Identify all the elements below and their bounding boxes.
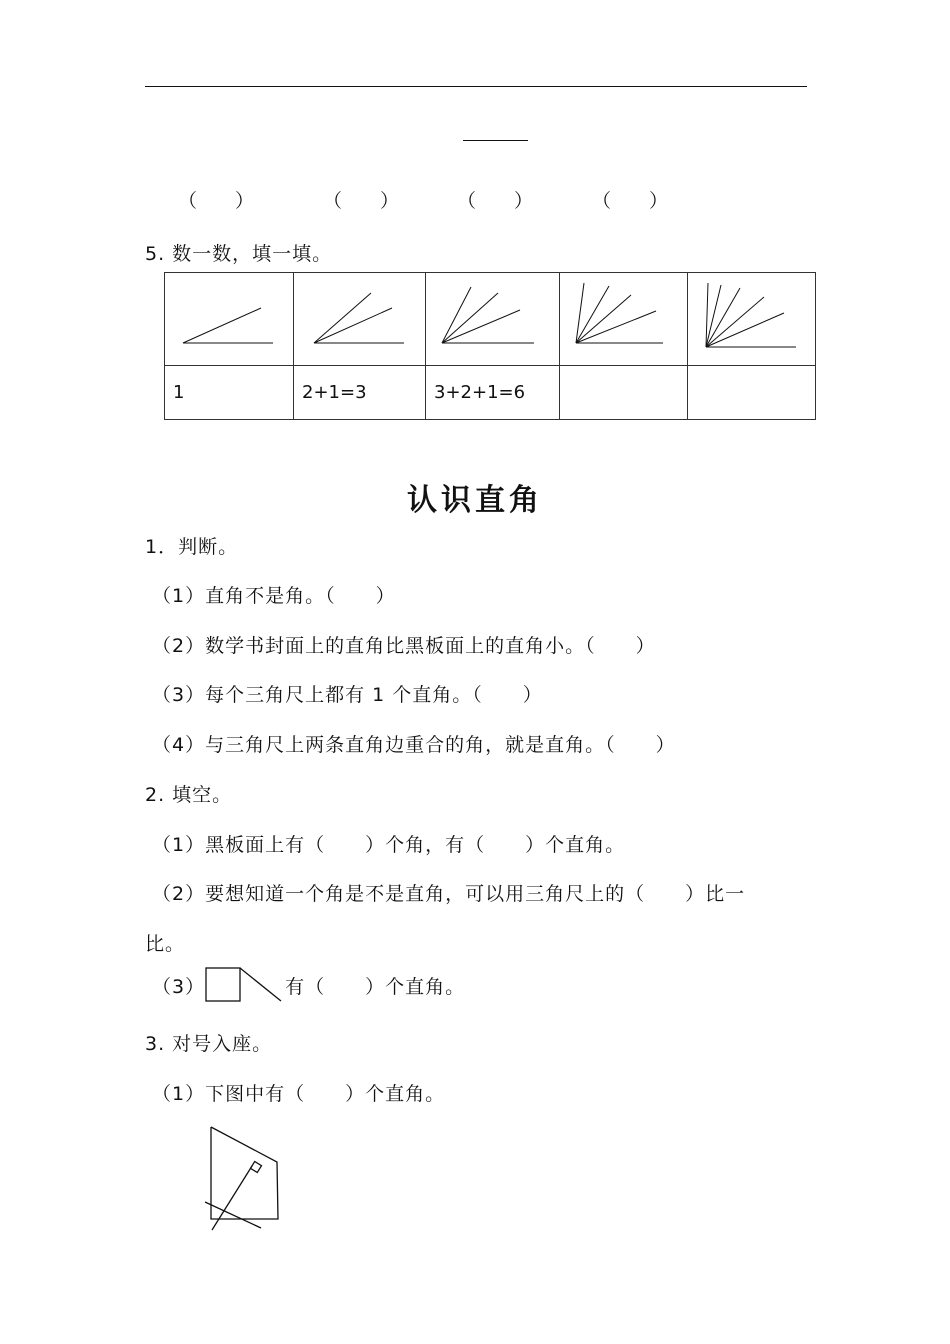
square-triangle-figure	[205, 966, 285, 1004]
figure-cell-1	[165, 273, 294, 366]
angle-count-table	[164, 272, 816, 420]
answer-cell-2: 2+1=3	[294, 366, 426, 420]
angle-figure-4	[560, 273, 687, 361]
q3-item-1: （1）下图中有（ ）个直角。	[152, 1083, 446, 1105]
top-divider	[145, 86, 807, 87]
q3-heading: 3. 对号入座。	[145, 1033, 273, 1055]
angle-figure-3	[426, 273, 559, 361]
pentagon-right-angle-figure	[200, 1122, 290, 1234]
q2-item-3	[152, 966, 465, 1006]
answer-cell-1: 1	[165, 366, 294, 420]
figure-cell-3	[426, 273, 560, 366]
answer-cell-3: 3+2+1=6	[426, 366, 560, 420]
section5-heading: 5. 数一数，填一填。	[145, 243, 333, 265]
q2-item-1: （1）黑板面上有（ ）个角，有（ ）个直角。	[152, 834, 626, 856]
q2-item-3-suffix: 有（ ）个直角。	[285, 975, 466, 998]
figure-cell-5	[688, 273, 816, 366]
q1-item-3: （3）每个三角尺上都有 1 个直角。（ ）	[152, 684, 543, 706]
q1-item-2: （2）数学书封面上的直角比黑板面上的直角小。（ ）	[152, 635, 656, 657]
blank-parens-2: （ ）	[323, 190, 400, 212]
q2-item-2: （2）要想知道一个角是不是直角，可以用三角尺上的（ ）比一	[152, 883, 746, 905]
answer-blank-line	[463, 140, 528, 141]
figure-cell-4	[560, 273, 688, 366]
answer-cell-4[interactable]	[560, 366, 688, 420]
answer-cell-5[interactable]	[688, 366, 816, 420]
q1-item-4: （4）与三角尺上两条直角边重合的角，就是直角。（ ）	[152, 734, 676, 756]
page-title: 认识直角	[407, 483, 543, 518]
angle-figure-2	[294, 273, 425, 361]
q1-item-1: （1）直角不是角。（ ）	[152, 585, 396, 607]
blank-parens-3: （ ）	[457, 190, 534, 212]
blank-parens-1: （ ）	[178, 190, 255, 212]
q2-item-3-prefix: （3）	[152, 975, 206, 998]
q1-heading: 1．判断。	[145, 536, 239, 558]
blank-parens-4: （ ）	[592, 190, 669, 212]
q2-item-2-cont: 比。	[145, 933, 186, 955]
q2-heading: 2. 填空。	[145, 784, 233, 806]
angle-figure-1	[165, 273, 293, 361]
angle-figure-5	[688, 273, 815, 361]
figure-cell-2	[294, 273, 426, 366]
